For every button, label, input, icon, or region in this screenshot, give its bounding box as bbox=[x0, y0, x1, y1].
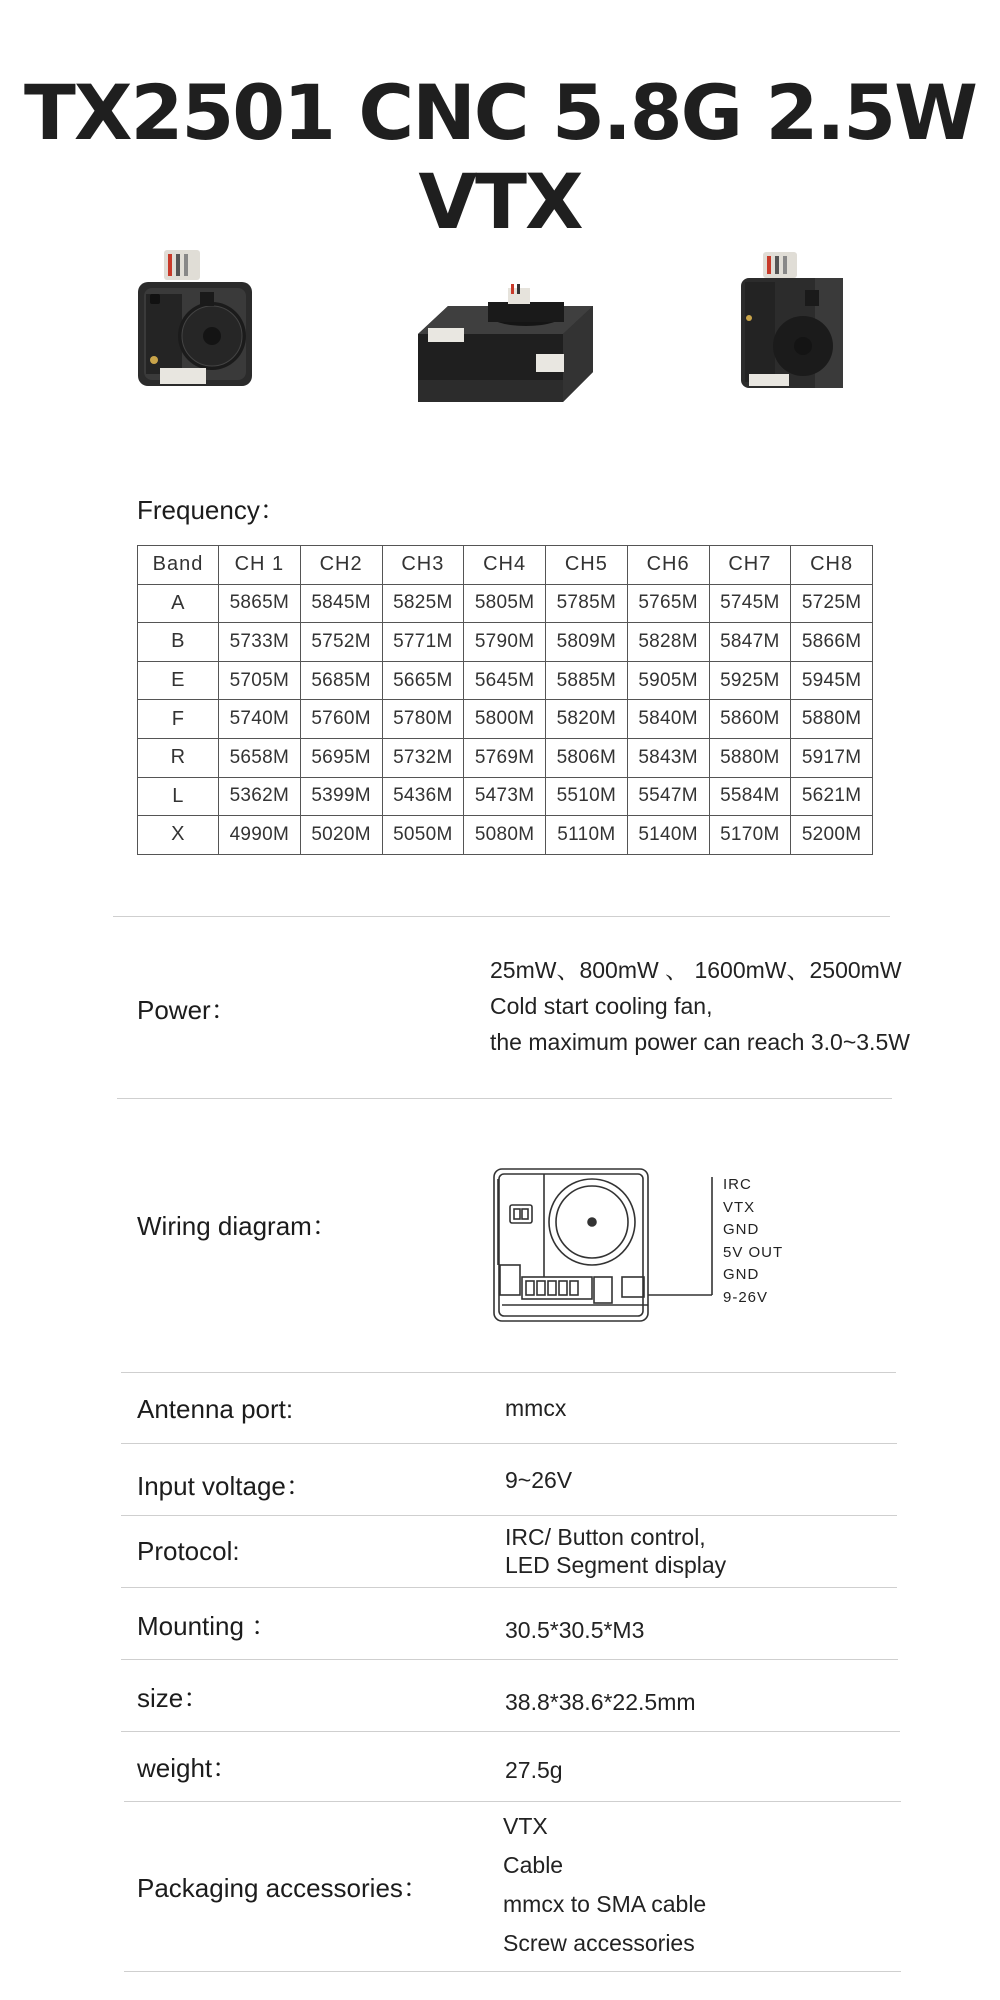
frequency-cell: 5945M bbox=[791, 661, 873, 700]
frequency-cell: 5200M bbox=[791, 816, 873, 855]
divider bbox=[121, 1515, 897, 1516]
frequency-cell: 5765M bbox=[627, 584, 709, 623]
band-cell: A bbox=[138, 584, 219, 623]
frequency-cell: 5020M bbox=[300, 816, 382, 855]
table-row bbox=[138, 777, 873, 816]
packaging-line: VTX bbox=[503, 1813, 548, 1839]
antenna-value: mmcx bbox=[505, 1395, 567, 1421]
power-label: Power： bbox=[137, 995, 237, 1025]
band-cell: L bbox=[138, 777, 219, 816]
frequency-cell: 5840M bbox=[627, 700, 709, 739]
frequency-cell: 5621M bbox=[791, 777, 873, 816]
frequency-cell: 4990M bbox=[219, 816, 301, 855]
frequency-cell: 5905M bbox=[627, 661, 709, 700]
vtx-side-photo bbox=[408, 284, 598, 409]
frequency-cell: 5925M bbox=[709, 661, 791, 700]
frequency-cell: 5584M bbox=[709, 777, 791, 816]
frequency-cell: 5140M bbox=[627, 816, 709, 855]
frequency-cell: 5436M bbox=[382, 777, 464, 816]
frequency-cell: 5080M bbox=[464, 816, 546, 855]
frequency-cell: 5547M bbox=[627, 777, 709, 816]
wiring-diagram-icon bbox=[492, 1165, 722, 1325]
frequency-cell: 5510M bbox=[546, 777, 628, 816]
table-row bbox=[138, 816, 873, 855]
frequency-cell: 5752M bbox=[300, 623, 382, 662]
frequency-cell: 5843M bbox=[627, 738, 709, 777]
power-line: Cold start cooling fan, bbox=[490, 993, 713, 1019]
frequency-cell: 5809M bbox=[546, 623, 628, 662]
protocol-line: IRC/ Button control, bbox=[505, 1524, 706, 1550]
frequency-cell: 5805M bbox=[464, 584, 546, 623]
frequency-cell: 5362M bbox=[219, 777, 301, 816]
frequency-cell: 5685M bbox=[300, 661, 382, 700]
vtx-front-photo bbox=[130, 250, 270, 400]
vtx-angle-photo bbox=[735, 250, 855, 395]
frequency-cell: 5785M bbox=[546, 584, 628, 623]
frequency-cell: 5880M bbox=[709, 738, 791, 777]
frequency-table bbox=[137, 545, 873, 855]
frequency-cell: 5170M bbox=[709, 816, 791, 855]
table-row bbox=[138, 700, 873, 739]
column-header: Band bbox=[138, 546, 219, 585]
frequency-cell: 5790M bbox=[464, 623, 546, 662]
frequency-cell: 5880M bbox=[791, 700, 873, 739]
frequency-cell: 5828M bbox=[627, 623, 709, 662]
table-row bbox=[138, 623, 873, 662]
frequency-cell: 5658M bbox=[219, 738, 301, 777]
frequency-cell: 5866M bbox=[791, 623, 873, 662]
divider bbox=[113, 916, 890, 917]
pin-label: 5V OUT bbox=[723, 1243, 784, 1261]
packaging-label: Packaging accessories： bbox=[137, 1873, 429, 1903]
protocol-label: Protocol: bbox=[137, 1536, 240, 1566]
packaging-line: Cable bbox=[503, 1852, 564, 1878]
frequency-cell: 5725M bbox=[791, 584, 873, 623]
frequency-cell: 5885M bbox=[546, 661, 628, 700]
weight-value: 27.5g bbox=[505, 1757, 563, 1783]
column-header: CH7 bbox=[709, 546, 791, 585]
frequency-cell: 5695M bbox=[300, 738, 382, 777]
frequency-cell: 5050M bbox=[382, 816, 464, 855]
weight-label: weight： bbox=[137, 1753, 239, 1783]
column-header: CH8 bbox=[791, 546, 873, 585]
table-header-row bbox=[138, 546, 873, 585]
frequency-cell: 5705M bbox=[219, 661, 301, 700]
table-row bbox=[138, 738, 873, 777]
frequency-cell: 5740M bbox=[219, 700, 301, 739]
frequency-cell: 5917M bbox=[791, 738, 873, 777]
frequency-cell: 5860M bbox=[709, 700, 791, 739]
band-cell: B bbox=[138, 623, 219, 662]
frequency-cell: 5771M bbox=[382, 623, 464, 662]
pin-label: 9-26V bbox=[723, 1288, 769, 1306]
column-header: CH6 bbox=[627, 546, 709, 585]
divider bbox=[124, 1971, 901, 1972]
frequency-cell: 5399M bbox=[300, 777, 382, 816]
divider bbox=[121, 1443, 897, 1444]
frequency-cell: 5825M bbox=[382, 584, 464, 623]
frequency-cell: 5732M bbox=[382, 738, 464, 777]
pin-label: GND bbox=[723, 1221, 760, 1238]
power-line: the maximum power can reach 3.0~3.5W bbox=[490, 1029, 910, 1055]
frequency-cell: 5665M bbox=[382, 661, 464, 700]
frequency-cell: 5745M bbox=[709, 584, 791, 623]
frequency-cell: 5806M bbox=[546, 738, 628, 777]
frequency-cell: 5845M bbox=[300, 584, 382, 623]
wiring-pin-list bbox=[723, 1174, 783, 1309]
divider bbox=[121, 1731, 900, 1732]
band-cell: F bbox=[138, 700, 219, 739]
table-row bbox=[138, 584, 873, 623]
frequency-cell: 5780M bbox=[382, 700, 464, 739]
divider bbox=[121, 1372, 896, 1373]
frequency-cell: 5110M bbox=[546, 816, 628, 855]
column-header: CH3 bbox=[382, 546, 464, 585]
pin-label: GND bbox=[723, 1266, 760, 1283]
packaging-line: mmcx to SMA cable bbox=[503, 1891, 707, 1917]
voltage-label: Input voltage： bbox=[137, 1471, 312, 1501]
mounting-value: 30.5*30.5*M3 bbox=[505, 1617, 645, 1643]
band-cell: R bbox=[138, 738, 219, 777]
band-cell: X bbox=[138, 816, 219, 855]
frequency-cell: 5820M bbox=[546, 700, 628, 739]
divider bbox=[124, 1801, 901, 1802]
divider bbox=[117, 1098, 892, 1099]
frequency-cell: 5800M bbox=[464, 700, 546, 739]
frequency-cell: 5645M bbox=[464, 661, 546, 700]
packaging-line: Screw accessories bbox=[503, 1930, 695, 1956]
antenna-label: Antenna port: bbox=[137, 1394, 294, 1424]
column-header: CH2 bbox=[300, 546, 382, 585]
column-header: CH5 bbox=[546, 546, 628, 585]
size-label: size： bbox=[137, 1683, 210, 1713]
divider bbox=[121, 1587, 897, 1588]
frequency-cell: 5865M bbox=[219, 584, 301, 623]
wiring-label: Wiring diagram： bbox=[137, 1211, 338, 1241]
frequency-cell: 5733M bbox=[219, 623, 301, 662]
mounting-label: Mounting ： bbox=[137, 1611, 278, 1641]
protocol-line: LED Segment display bbox=[505, 1552, 727, 1578]
power-line: 25mW、800mW 、 1600mW、2500mW bbox=[490, 957, 902, 983]
frequency-cell: 5769M bbox=[464, 738, 546, 777]
table-row bbox=[138, 661, 873, 700]
frequency-label: Frequency： bbox=[137, 495, 286, 525]
column-header: CH 1 bbox=[219, 546, 301, 585]
page-title: TX2501 CNC 5.8G 2.5W VTX bbox=[24, 68, 976, 246]
divider bbox=[121, 1659, 898, 1660]
column-header: CH4 bbox=[464, 546, 546, 585]
band-cell: E bbox=[138, 661, 219, 700]
frequency-cell: 5473M bbox=[464, 777, 546, 816]
frequency-cell: 5760M bbox=[300, 700, 382, 739]
size-value: 38.8*38.6*22.5mm bbox=[505, 1689, 696, 1715]
frequency-cell: 5847M bbox=[709, 623, 791, 662]
voltage-value: 9~26V bbox=[505, 1467, 573, 1493]
pin-label: VTX bbox=[723, 1198, 756, 1216]
pin-label: IRC bbox=[723, 1176, 752, 1193]
